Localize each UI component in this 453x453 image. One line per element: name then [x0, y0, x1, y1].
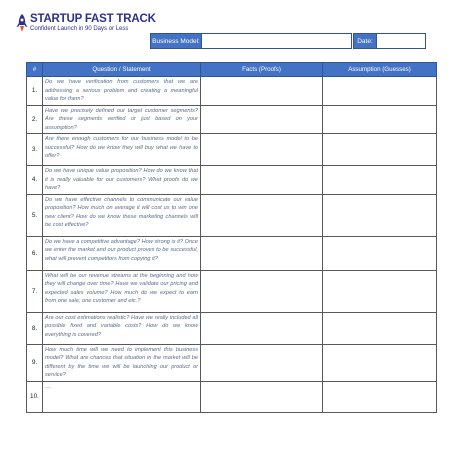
row-number: 3.	[27, 134, 43, 166]
table-row	[27, 194, 437, 236]
row-question: Have we precisely defined our target customer segments? Are these segments verified or just based on your assumption?	[43, 105, 201, 134]
col-header-assumption: Assumption (Guesses)	[323, 63, 437, 77]
col-header-facts: Facts (Proofs)	[201, 63, 323, 77]
row-number: 5.	[27, 194, 43, 236]
assumption-cell[interactable]	[323, 270, 437, 312]
assumption-cell[interactable]	[323, 105, 437, 134]
brand-tagline: Confident Launch in 90 Days or Less	[30, 26, 129, 32]
table-row	[27, 77, 437, 106]
row-number: 7.	[27, 270, 43, 312]
row-question: How much time will we need to implement this business model? What are chances that situation in the market will be different by the time we will be launching our product or service?	[43, 344, 201, 381]
facts-cell[interactable]	[201, 134, 323, 166]
row-number: 10.	[27, 381, 43, 412]
brand-title: STARTUP FAST TRACK	[30, 13, 156, 25]
row-question: Do we have a competitive advantage? How strong is it? Once we enter the market and our product proves to be successful, what will prevent competitors from copying it?	[43, 236, 201, 270]
table-row	[27, 134, 437, 166]
row-number: 9.	[27, 344, 43, 381]
business-model-label: Business Model:	[150, 33, 202, 49]
row-question: Do we have effective channels to communicate our value proposition? How much on average it will cost us to win one new client? How do we know these marketing channels will be cost effective?	[43, 194, 201, 236]
row-number: 8.	[27, 312, 43, 344]
facts-cell[interactable]	[201, 312, 323, 344]
row-question: Are there enough customers for our business model to be successful? How do we know they will buy what we have to offer?	[43, 134, 201, 166]
row-question: Do we have verification from customers that we are addressing a serious problem and creating a meaningful value for them?	[43, 77, 201, 106]
brand-logo	[15, 12, 155, 38]
table-row	[27, 105, 437, 134]
table-row	[27, 312, 437, 344]
facts-cell[interactable]	[201, 344, 323, 381]
table-header-row	[27, 63, 437, 77]
table-row	[27, 344, 437, 381]
assumption-cell[interactable]	[323, 194, 437, 236]
row-question: Are our cost estimations realistic? Have we really included all possible fixed and variable costs? How do we know everything is covered?	[43, 312, 201, 344]
facts-cell[interactable]	[201, 381, 323, 412]
table-row	[27, 381, 437, 412]
assumption-cell[interactable]	[323, 381, 437, 412]
row-question: What will be our revenue streams at the beginning and how they will change over time? Have we validate our pricing and expected sales volume? How much do we expect to earn from one sale, one customer and etc.?	[43, 270, 201, 312]
date-bar	[353, 33, 426, 49]
row-number: 4.	[27, 166, 43, 195]
facts-cell[interactable]	[201, 105, 323, 134]
row-number: 6.	[27, 236, 43, 270]
date-field[interactable]	[377, 33, 426, 49]
assumption-cell[interactable]	[323, 166, 437, 195]
facts-cell[interactable]	[201, 166, 323, 195]
row-number: 1.	[27, 77, 43, 106]
business-model-bar	[150, 33, 352, 49]
row-question: Do we have unique value proposition? How do we know that it is really valuable for our customers? What proofs do we have?	[43, 166, 201, 195]
facts-cell[interactable]	[201, 194, 323, 236]
col-header-question: Question / Statement	[43, 63, 201, 77]
row-question: ....	[43, 381, 201, 412]
assumption-cell[interactable]	[323, 312, 437, 344]
assumption-cell[interactable]	[323, 236, 437, 270]
assumption-cell[interactable]	[323, 134, 437, 166]
date-label: Date:	[353, 33, 377, 49]
business-model-checklist	[26, 62, 437, 413]
rocket-icon	[15, 13, 29, 33]
table-row	[27, 270, 437, 312]
row-number: 2.	[27, 105, 43, 134]
facts-cell[interactable]	[201, 236, 323, 270]
table-row	[27, 236, 437, 270]
facts-cell[interactable]	[201, 77, 323, 106]
assumption-cell[interactable]	[323, 344, 437, 381]
facts-cell[interactable]	[201, 270, 323, 312]
col-header-number: #	[27, 63, 43, 77]
business-model-field[interactable]	[202, 33, 352, 49]
table-row	[27, 166, 437, 195]
assumption-cell[interactable]	[323, 77, 437, 106]
